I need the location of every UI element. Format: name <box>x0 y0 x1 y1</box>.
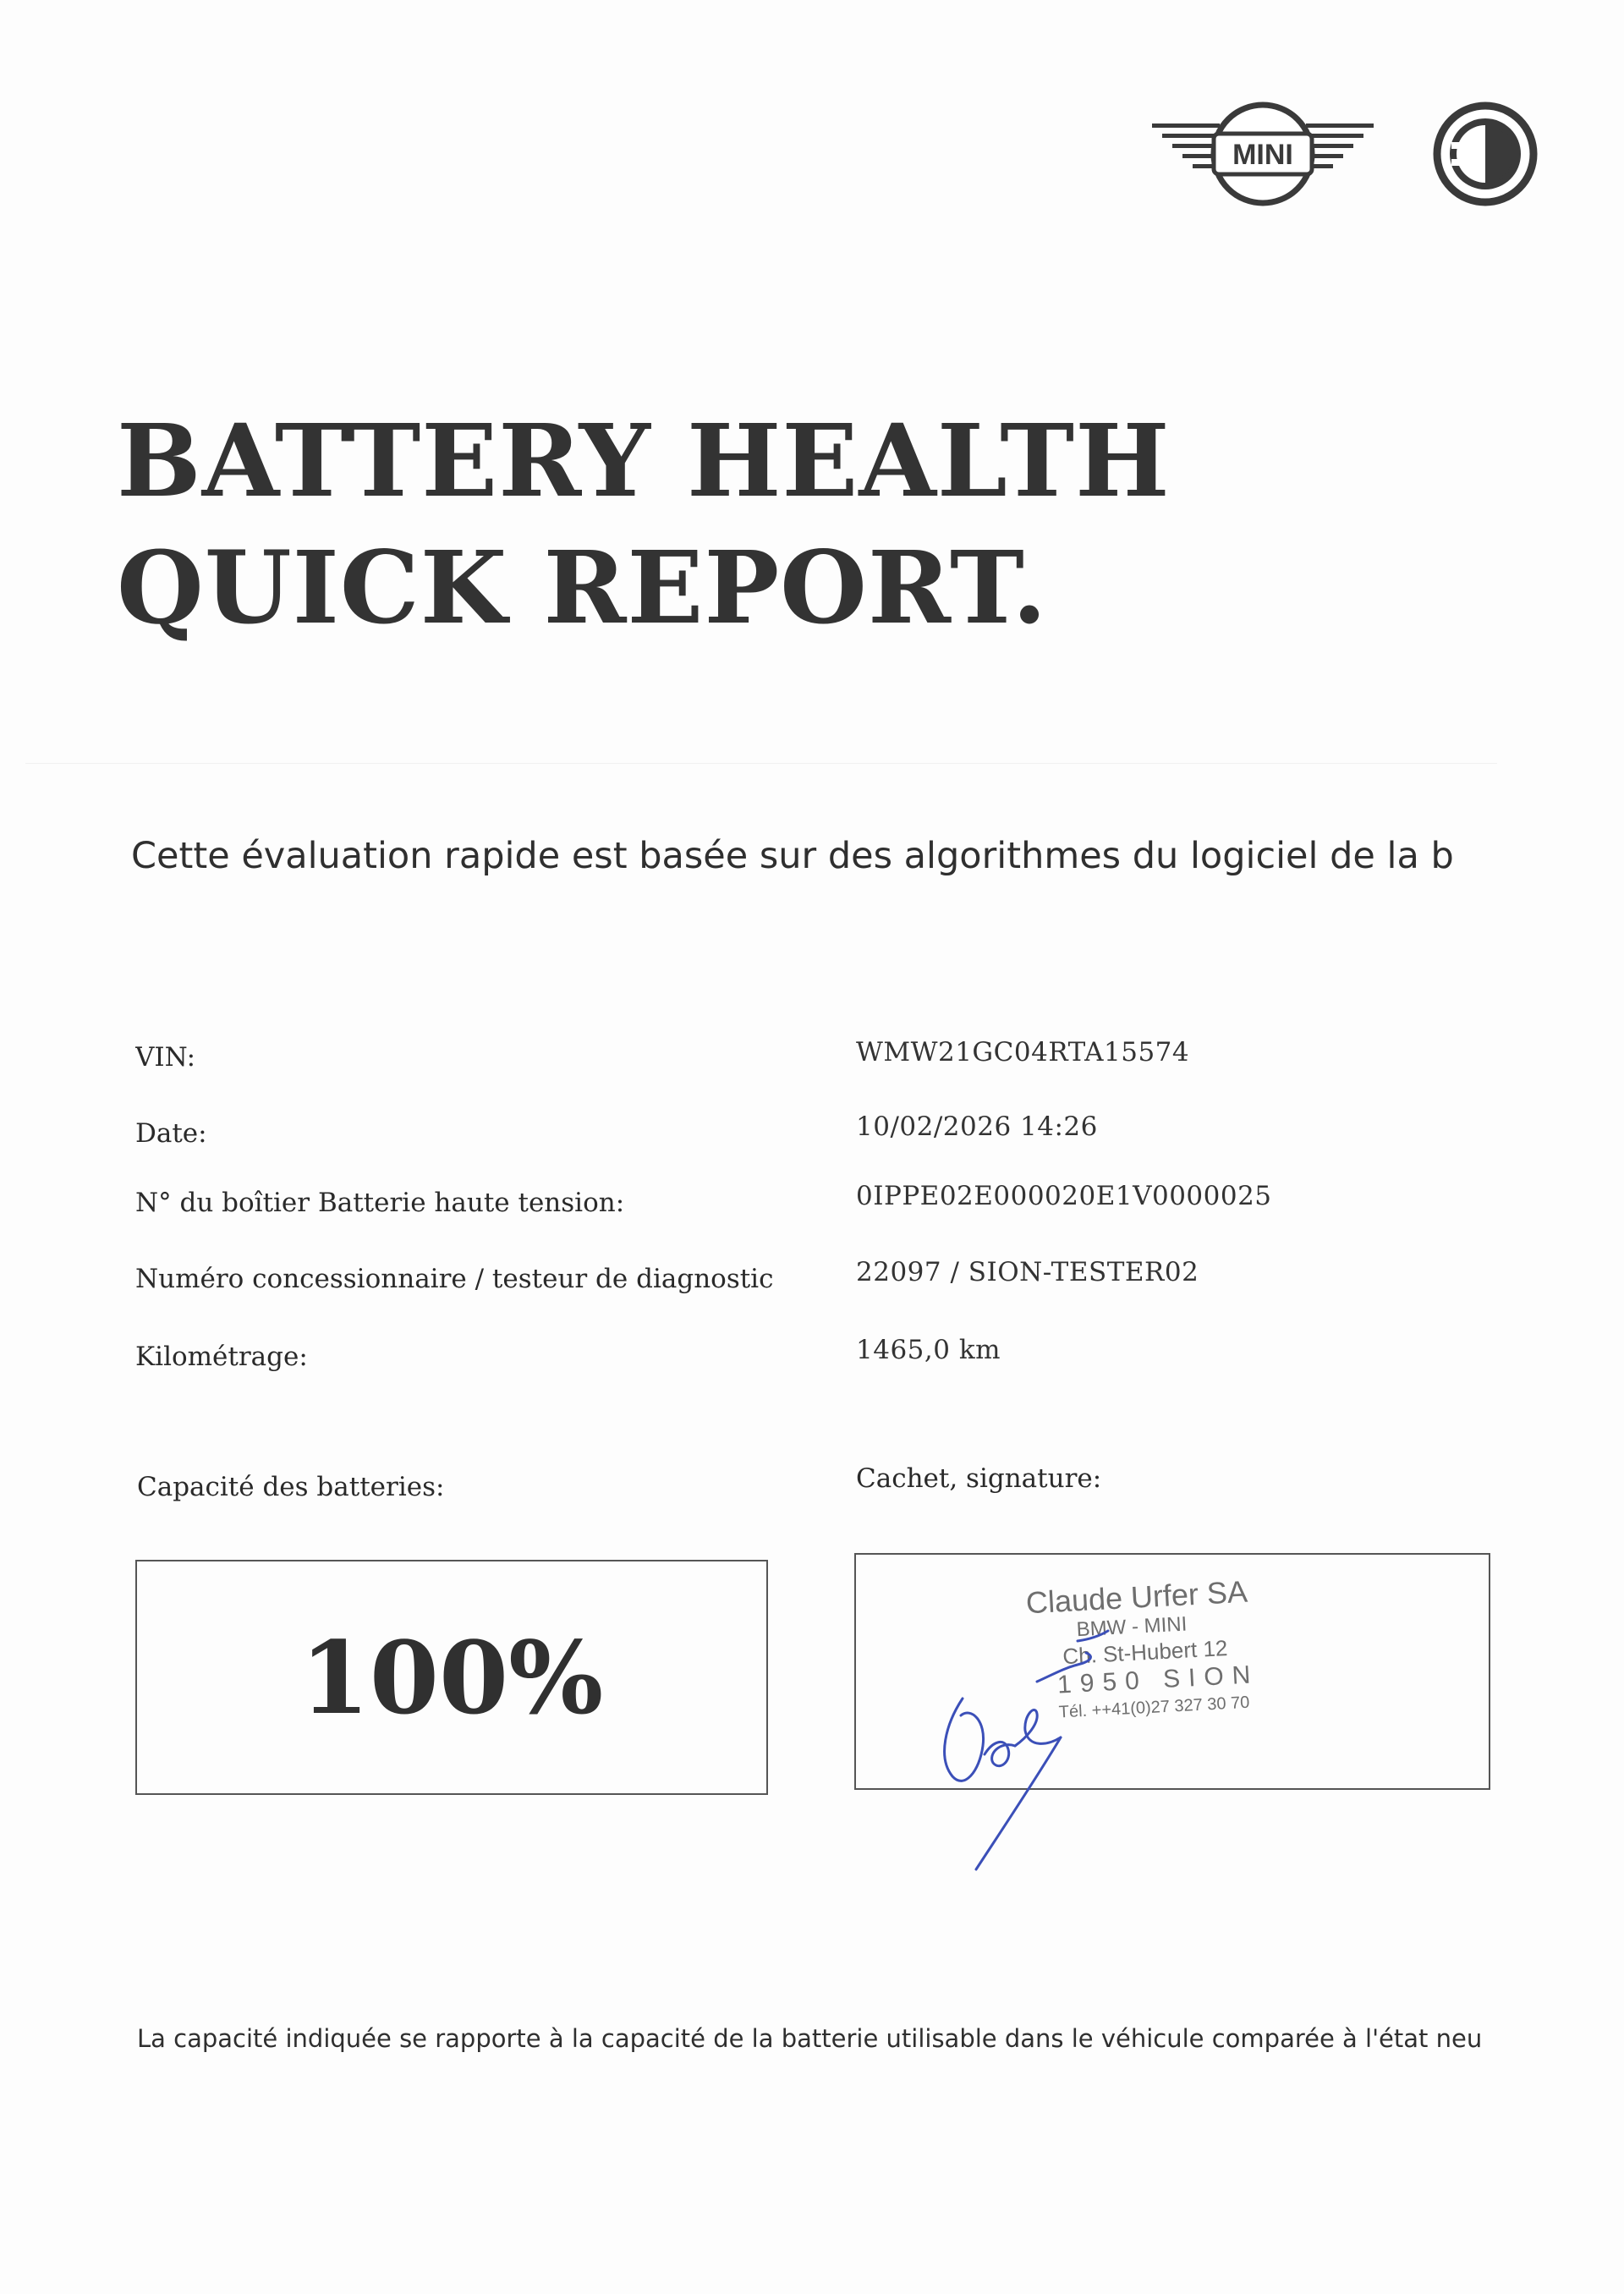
mini-logo-icon <box>1150 100 1375 208</box>
stamp-phone: Tél. ++41(0)27 327 30 70 <box>1058 1693 1250 1722</box>
battery-box-number-value: 0IPPE02E000020E1V0000025 <box>856 1181 1272 1211</box>
report-title-line-2: QUICK REPORT. <box>117 529 1048 646</box>
stamp-signature-box <box>854 1553 1490 1790</box>
scan-artifact-line <box>25 763 1497 764</box>
dealer-tester-label: Numéro concessionnaire / testeur de diagnostic <box>135 1264 774 1294</box>
battery-capacity-label: Capacité des batteries: <box>137 1472 445 1502</box>
stamp-brand: BMW - MINI <box>1076 1612 1188 1642</box>
date-value: 10/02/2026 14:26 <box>856 1111 1098 1142</box>
report-intro-text: Cette évaluation rapide est basée sur des algorithmes du logiciel de la b <box>131 835 1454 877</box>
electric-plug-icon <box>1431 100 1539 208</box>
stamp-city: 1950 SION <box>1056 1660 1260 1699</box>
report-title <box>117 398 1171 651</box>
battery-capacity-box <box>135 1560 768 1795</box>
vin-label: VIN: <box>135 1042 196 1073</box>
dealer-tester-value: 22097 / SION-TESTER02 <box>856 1257 1199 1287</box>
handwritten-signature-icon <box>912 1580 1191 1876</box>
stamp-company: Claude Urfer SA <box>1024 1573 1248 1621</box>
stamp-street: Ch. St-Hubert 12 <box>1062 1635 1229 1670</box>
capacity-footnote: La capacité indiquée se rapporte à la capacité de la batterie utilisable dans le véhicule comparée à l'état neu <box>137 2024 1483 2053</box>
date-label: Date: <box>135 1118 207 1149</box>
mileage-label: Kilométrage: <box>135 1342 308 1372</box>
mileage-value: 1465,0 km <box>856 1335 1001 1365</box>
report-title-line-1: BATTERY HEALTH <box>117 402 1171 519</box>
stamp-signature-label: Cachet, signature: <box>856 1463 1102 1494</box>
mini-logo-text: MINI <box>1232 139 1293 171</box>
battery-box-number-label: N° du boîtier Batterie haute tension: <box>135 1188 625 1218</box>
battery-capacity-value: 100% <box>299 1618 604 1737</box>
vin-value: WMW21GC04RTA15574 <box>856 1037 1190 1067</box>
